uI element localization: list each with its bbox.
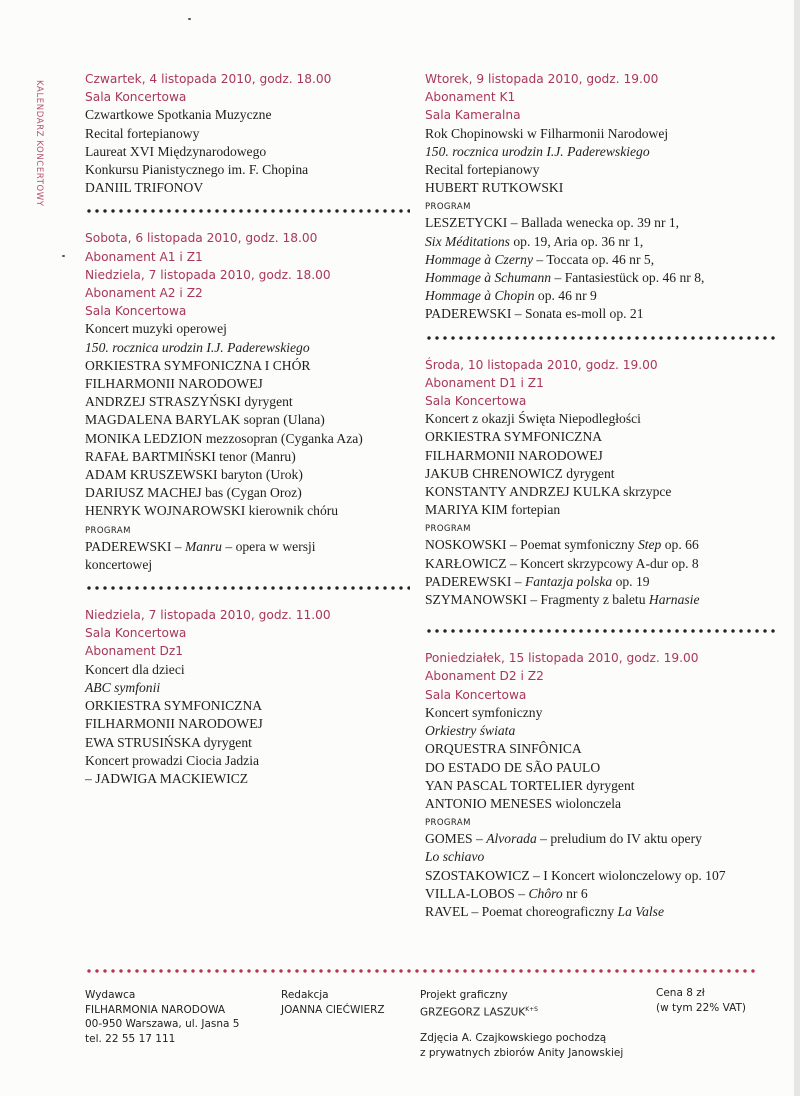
paper-speck [62, 255, 65, 257]
right-column [425, 70, 775, 921]
designer-name-text: GRZEGORZ LASZUK [420, 1006, 526, 1018]
event-performer: HENRYK WOJNAROWSKI kierownik chóru [85, 503, 339, 519]
publisher-phone: tel. 22 55 17 111 [85, 1032, 176, 1045]
program-item: RAVEL – Poemat choreograficzny La Valse [425, 903, 664, 919]
event-line: Rok Chopinowski w Filharmonii Narodowej [425, 125, 669, 141]
event-subscription-heading: Abonament Dz1 [85, 644, 184, 659]
program-item: VILLA-LOBOS – Chôro nr 6 [425, 885, 588, 901]
event-venue-heading: Sala Koncertowa [85, 90, 187, 105]
designer-mark: K+S [525, 1005, 538, 1013]
program-item: PADEREWSKI – Manru – opera w wersji [85, 538, 316, 554]
event-subscription-heading: Abonament A2 i Z2 [85, 286, 203, 301]
event-performer: MAGDALENA BARYLAK sopran (Ulana) [85, 412, 325, 428]
event-line: Koncert z okazji Święta Niepodległości [425, 411, 641, 427]
editor-label: Redakcja [281, 989, 329, 1001]
program-label: PROGRAM [85, 525, 131, 536]
event-date-heading: Niedziela, 7 listopada 2010, godz. 11.00 [85, 608, 331, 623]
program-item: SZYMANOWSKI – Fragmenty z baletu Harnasie [425, 592, 700, 608]
event-block [425, 70, 775, 324]
designer-name [420, 1003, 538, 1020]
event-subscription-heading: Abonament A1 i Z1 [85, 249, 203, 264]
event-performer: – JADWIGA MACKIEWICZ [85, 770, 249, 786]
dotted-separator [425, 629, 775, 633]
design-label: Projekt graficzny [420, 989, 508, 1001]
footer-editor [281, 988, 385, 1017]
publisher-label: Wydawca [85, 989, 136, 1001]
event-performer: ADAM KRUSZEWSKI baryton (Urok) [85, 467, 303, 483]
event-line: FILHARMONII NARODOWEJ [85, 716, 263, 732]
event-venue-heading: Sala Koncertowa [425, 687, 527, 702]
program-item: LESZETYCKI – Ballada wenecka op. 39 nr 1, [425, 215, 680, 231]
event-performer: DARIUSZ MACHEJ bas (Cygan Oroz) [85, 485, 302, 501]
event-line: DO ESTADO DE SÃO PAULO [425, 759, 601, 775]
event-block [425, 649, 775, 921]
event-line: Koncert muzyki operowej [85, 321, 227, 337]
event-performer: DANIIL TRIFONOV [85, 180, 204, 196]
program-item: Lo schiavo [425, 849, 485, 865]
page-edge [794, 0, 800, 1096]
event-block [85, 606, 410, 788]
event-line: ORKIESTRA SYMFONICZNA I CHÓR [85, 357, 311, 373]
event-performer: KONSTANTY ANDRZEJ KULKA skrzypce [425, 484, 672, 500]
photo-credit-line: z prywatnych zbiorów Anity Janowskiej [420, 1046, 624, 1059]
event-date-heading: Sobota, 6 listopada 2010, godz. 18.00 [85, 231, 318, 246]
event-performer: YAN PASCAL TORTELIER dyrygent [425, 777, 635, 793]
event-date-heading: Środa, 10 listopada 2010, godz. 19.00 [425, 357, 658, 372]
dotted-separator [425, 336, 775, 340]
event-performer: ANTONIO MENESES wiolonczela [425, 795, 622, 811]
event-date-heading: Czwartek, 4 listopada 2010, godz. 18.00 [85, 72, 332, 86]
event-line: Recital fortepianowy [85, 125, 200, 141]
publisher-name: FILHARMONIA NARODOWA [85, 1003, 226, 1016]
event-block [85, 229, 410, 574]
program-item: koncertowej [85, 556, 153, 572]
program-item: Hommage à Czerny – Toccata op. 46 nr 5, [425, 251, 655, 267]
program-item: Hommage à Schumann – Fantasiestück op. 46 nr 8, [425, 270, 705, 286]
program-item: KARŁOWICZ – Koncert skrzypcowy A-dur op. 8 [425, 555, 699, 571]
event-performer: MONIKA LEDZION mezzosopran (Cyganka Aza) [85, 430, 363, 446]
price: Cena 8 zł [656, 987, 705, 999]
program-item: PADEREWSKI – Sonata es-moll op. 21 [425, 306, 644, 322]
event-line: 150. rocznica urodzin I.J. Paderewskiego [85, 339, 310, 355]
publisher-address: 00-950 Warszawa, ul. Jasna 5 [85, 1018, 240, 1030]
program-item: Six Méditations op. 19, Aria op. 36 nr 1, [425, 233, 644, 249]
event-block [85, 70, 410, 197]
program-item: Hommage à Chopin op. 46 nr 9 [425, 288, 597, 304]
program-item: NOSKOWSKI – Poemat symfoniczny Step op. 66 [425, 537, 699, 553]
event-subscription-heading: Abonament D1 i Z1 [425, 375, 544, 390]
paper-speck [188, 18, 191, 20]
event-line: Koncert prowadzi Ciocia Jadzia [85, 752, 260, 768]
event-date-heading: Niedziela, 7 listopada 2010, godz. 18.00 [85, 267, 331, 282]
event-subscription-heading: Abonament K1 [425, 90, 516, 105]
event-line: Recital fortepianowy [425, 162, 540, 178]
left-column [85, 70, 410, 788]
event-line: Laureat XVI Międzynarodowego [85, 143, 267, 159]
event-performer: MARIYA KIM fortepian [425, 502, 561, 518]
photo-credit-line: Zdjęcia A. Czajkowskiego pochodzą [420, 1032, 607, 1044]
footer-price [656, 986, 746, 1015]
price-vat: (w tym 22% VAT) [656, 1001, 746, 1014]
dotted-separator [85, 586, 410, 590]
program-label: PROGRAM [425, 818, 471, 829]
event-subscription-heading: Abonament D2 i Z2 [425, 669, 544, 684]
event-venue-heading: Sala Koncertowa [425, 394, 527, 409]
event-line: Czwartkowe Spotkania Muzyczne [85, 107, 272, 123]
event-line: ORQUESTRA SINFÔNICA [425, 741, 582, 757]
footer-publisher [85, 988, 239, 1046]
event-line: Konkursu Pianistycznego im. F. Chopina [85, 162, 309, 178]
event-line: Orkiestry świata [425, 723, 516, 739]
footer-separator [85, 969, 755, 973]
event-line: ABC symfonii [85, 679, 161, 695]
event-line: FILHARMONII NARODOWEJ [425, 447, 603, 463]
event-performer: HUBERT RUTKOWSKI [425, 180, 564, 196]
event-performer: ANDRZEJ STRASZYŃSKI dyrygent [85, 394, 293, 410]
event-date-heading: Wtorek, 9 listopada 2010, godz. 19.00 [425, 72, 659, 86]
program-label: PROGRAM [425, 202, 471, 213]
program-item: GOMES – Alvorada – preludium do IV aktu opery [425, 831, 702, 847]
editor-name: JOANNA CIEĆWIERZ [281, 1003, 385, 1016]
event-line: ORKIESTRA SYMFONICZNA [425, 429, 603, 445]
event-venue-heading: Sala Kameralna [425, 108, 521, 123]
event-line: FILHARMONII NARODOWEJ [85, 376, 263, 392]
event-line: 150. rocznica urodzin I.J. Paderewskiego [425, 143, 650, 159]
event-date-heading: Poniedziałek, 15 listopada 2010, godz. 19.00 [425, 651, 699, 666]
side-label: KALENDARZ KONCERTOWY [34, 80, 44, 207]
event-performer: EWA STRUSIŃSKA dyrygent [85, 734, 252, 750]
event-venue-heading: Sala Koncertowa [85, 626, 187, 641]
event-venue-heading: Sala Koncertowa [85, 304, 187, 319]
program-item: SZOSTAKOWICZ – I Koncert wiolonczelowy op. 107 [425, 867, 726, 883]
event-line: Koncert symfoniczny [425, 704, 543, 720]
event-line: ORKIESTRA SYMFONICZNA [85, 698, 263, 714]
event-performer: JAKUB CHRENOWICZ dyrygent [425, 465, 615, 481]
event-performer: RAFAŁ BARTMIŃSKI tenor (Manru) [85, 448, 296, 464]
footer-photo-credits [420, 1031, 623, 1060]
event-line: Koncert dla dzieci [85, 661, 185, 677]
footer-design [420, 988, 538, 1020]
dotted-separator [85, 209, 410, 213]
program-label: PROGRAM [425, 524, 471, 535]
event-block [425, 356, 775, 610]
program-item: PADEREWSKI – Fantazja polska op. 19 [425, 573, 650, 589]
